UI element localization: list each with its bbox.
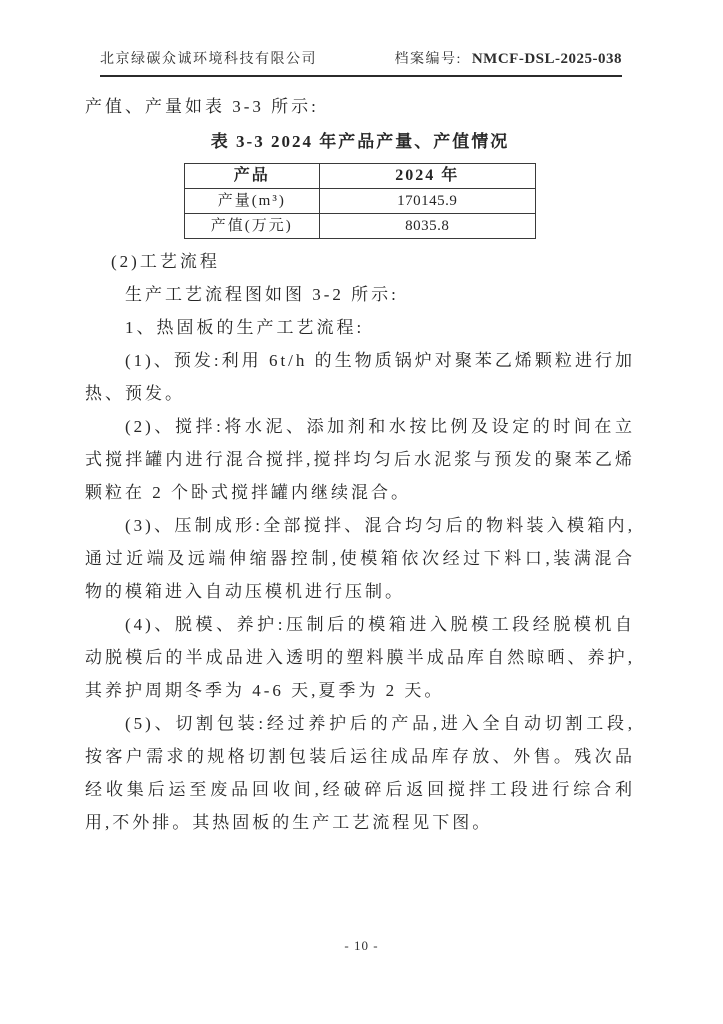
paragraph: (2)、搅拌:将水泥、添加剂和水按比例及设定的时间在立式搅拌罐内进行混合搅拌,搅拌均匀后水泥浆与预发的聚苯乙烯颗粒在 2 个卧式搅拌罐内继续混合。 bbox=[85, 417, 635, 502]
paragraph: 生产工艺流程图如图 3-2 所示: bbox=[125, 285, 399, 304]
section-heading: (2)工艺流程 bbox=[111, 252, 220, 271]
intro-line: 产值、产量如表 3-3 所示: bbox=[85, 97, 319, 116]
table-header-row bbox=[185, 164, 536, 189]
table-cell-label: 产值(万元) bbox=[185, 214, 320, 239]
table-title: 表 3-3 2024 年产品产量、产值情况 bbox=[210, 132, 510, 151]
table-cell-value: 8035.8 bbox=[319, 214, 535, 239]
table-row bbox=[185, 214, 536, 239]
production-table bbox=[184, 163, 536, 239]
paragraph: 1、热固板的生产工艺流程: bbox=[125, 318, 365, 337]
company-name: 北京绿碳众诚环境科技有限公司 bbox=[100, 52, 317, 67]
table-cell-label: 产量(m³) bbox=[185, 189, 320, 214]
paragraph: (1)、预发:利用 6t/h 的生物质锅炉对聚苯乙烯颗粒进行加热、预发。 bbox=[85, 351, 635, 403]
table-row bbox=[185, 189, 536, 214]
file-number-value: NMCF-DSL-2025-038 bbox=[471, 51, 622, 67]
file-number bbox=[394, 48, 622, 68]
paragraph: (3)、压制成形:全部搅拌、混合均匀后的物料装入模箱内,通过近端及远端伸缩器控制,使模箱依次经过下料口,装满混合物的模箱进入自动压模机进行压制。 bbox=[85, 516, 635, 601]
page-header bbox=[100, 48, 622, 77]
page-number: - 10 - bbox=[344, 938, 379, 953]
page-footer bbox=[0, 938, 723, 954]
table-cell-value: 170145.9 bbox=[319, 189, 535, 214]
table-header-product: 产品 bbox=[185, 164, 320, 189]
paragraph: (5)、切割包装:经过养护后的产品,进入全自动切割工段,按客户需求的规格切割包装后运往成品库存放、外售。残次品经收集后运至废品回收间,经破碎后返回搅拌工段进行综合利用,不外排。其热固板的生产工艺流程见下图。 bbox=[85, 714, 635, 832]
paragraph: (4)、脱模、养护:压制后的模箱进入脱模工段经脱模机自动脱模后的半成品进入透明的塑料膜半成品库自然晾晒、养护,其养护周期冬季为 4-6 天,夏季为 2 天。 bbox=[85, 615, 635, 700]
table-header-year: 2024 年 bbox=[319, 164, 535, 189]
file-number-label: 档案编号: bbox=[394, 52, 462, 67]
document-body bbox=[85, 90, 635, 839]
